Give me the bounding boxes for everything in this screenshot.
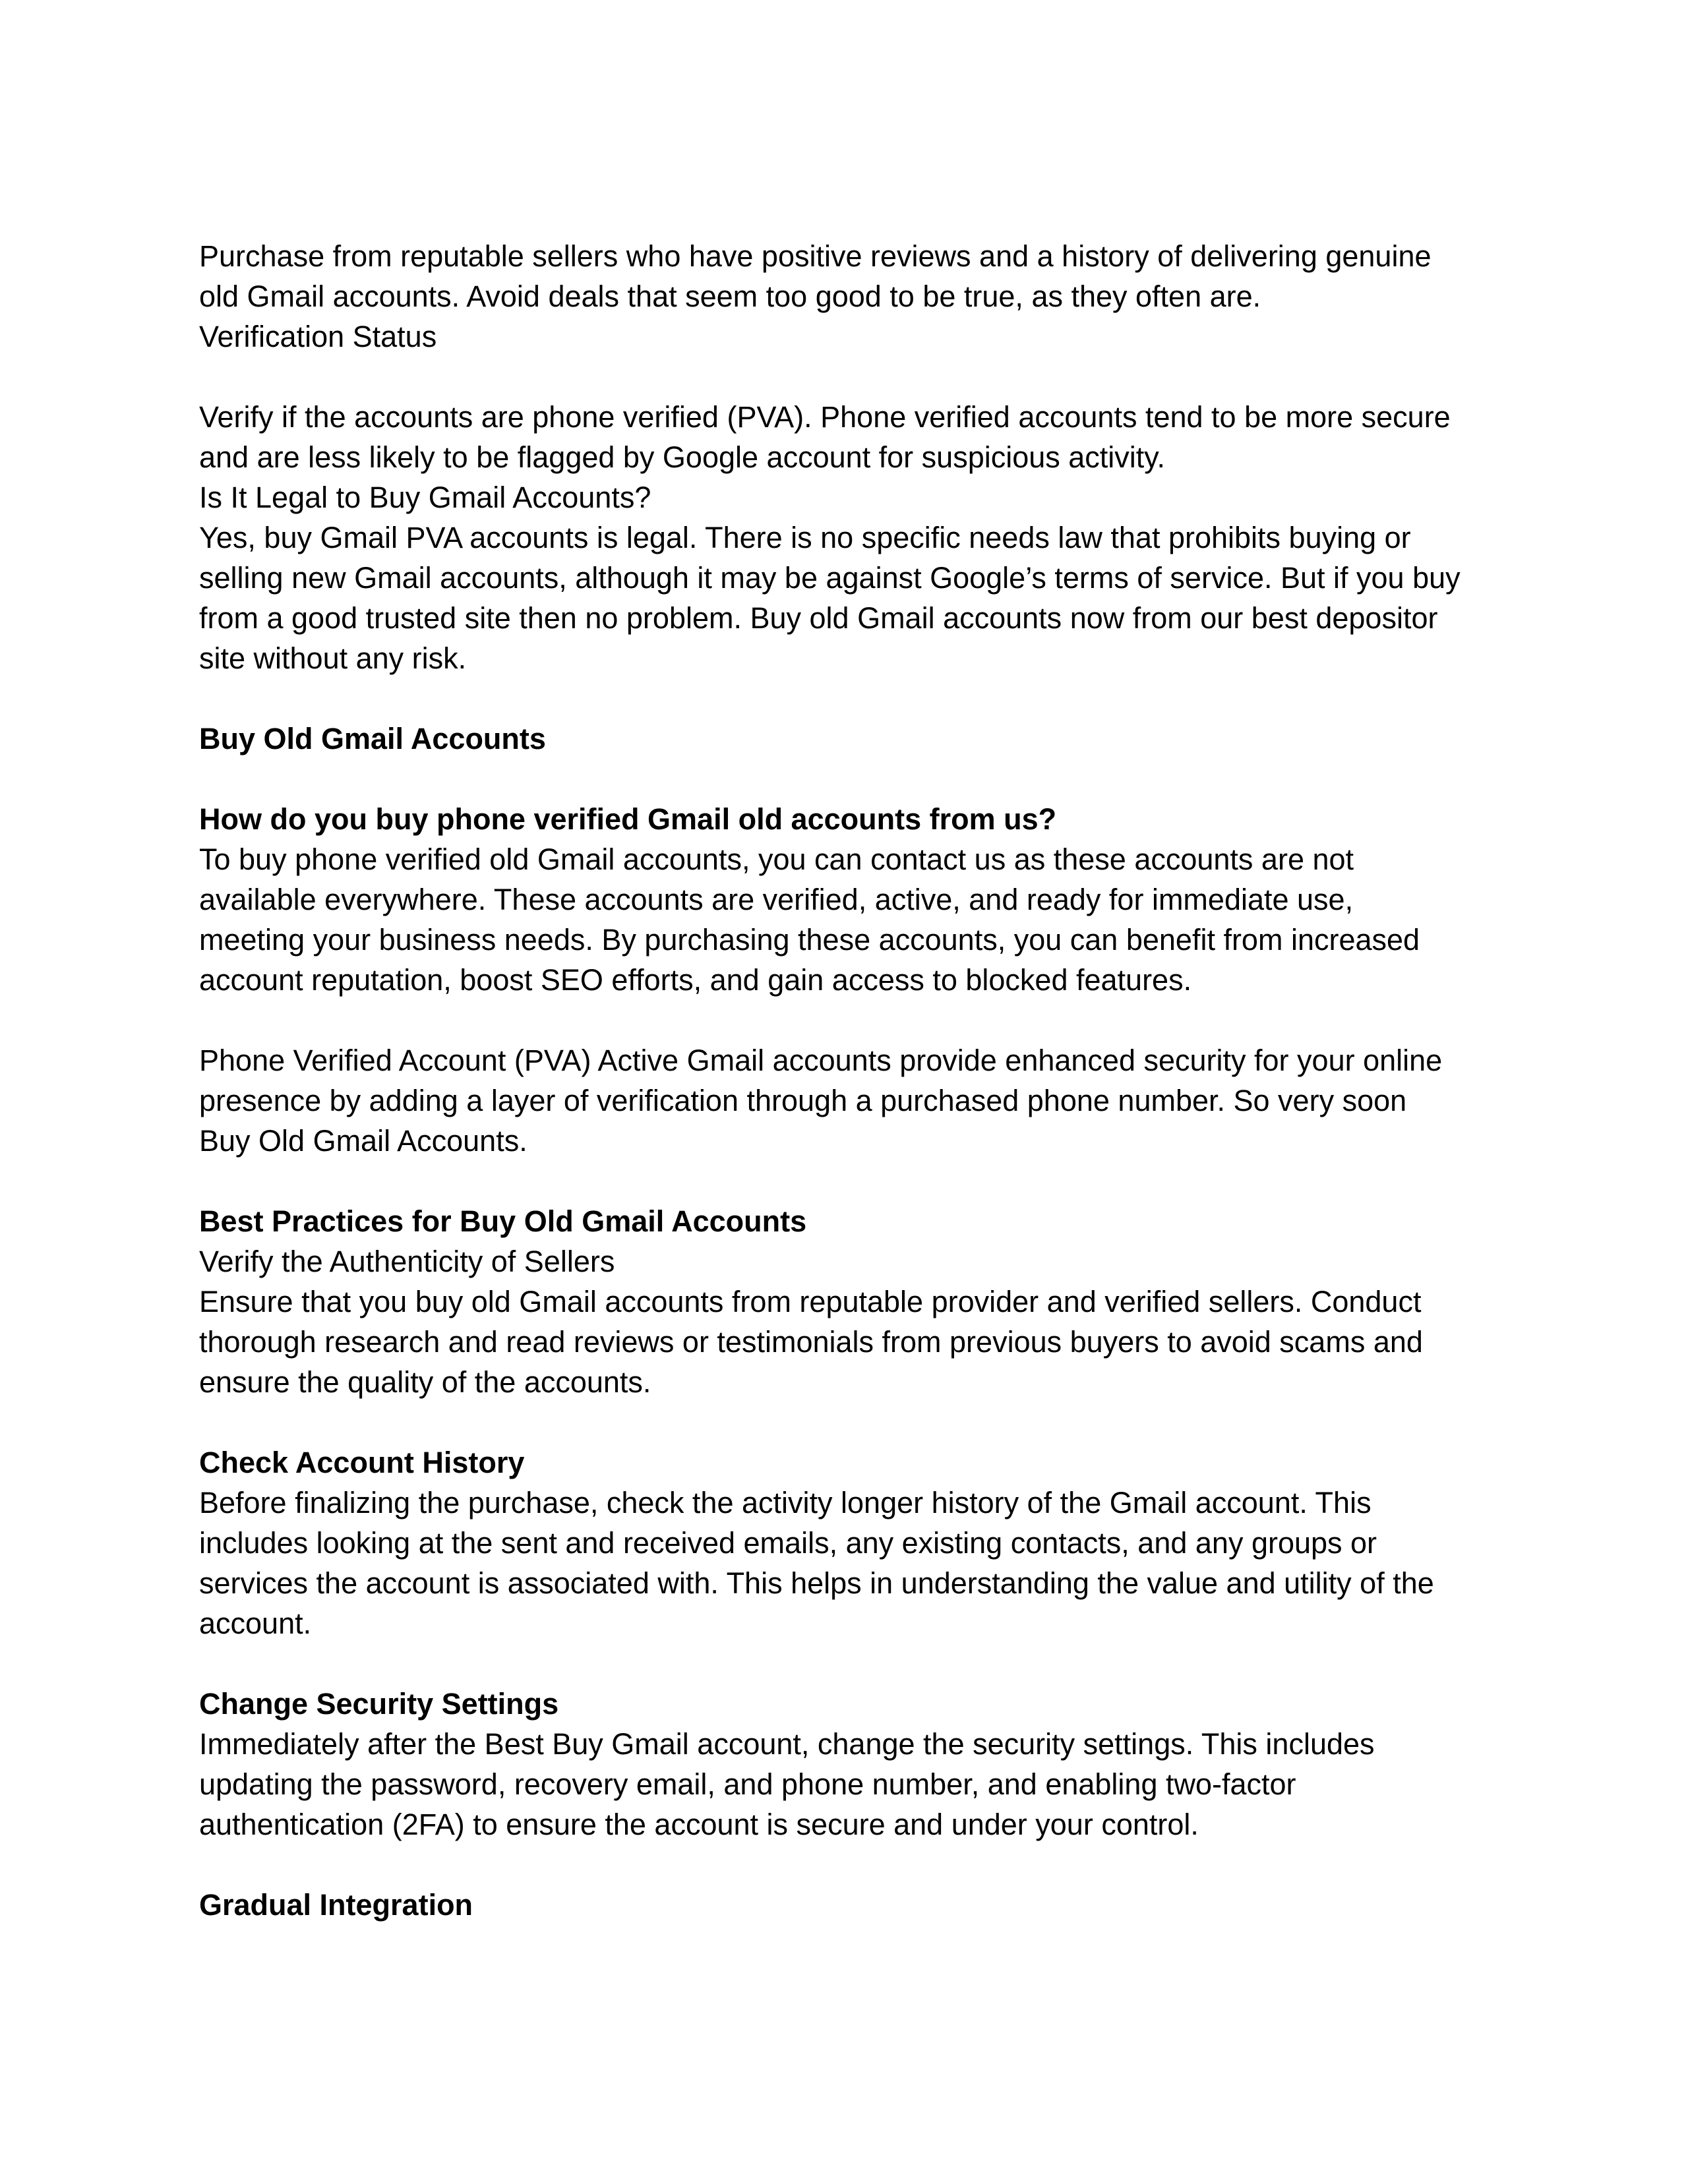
text-line: Buy Old Gmail Accounts. [199, 1124, 528, 1158]
text-line: and are less likely to be flagged by Google account for suspicious activity. [199, 440, 1165, 474]
heading-text: Gradual Integration [199, 1888, 473, 1922]
paragraph-spacer [199, 1643, 1505, 1684]
document-body [199, 236, 1505, 1925]
text-line: thorough research and read reviews or testimonials from previous buyers to avoid scams and [199, 1325, 1423, 1359]
text-line: Ensure that you buy old Gmail accounts from reputable provider and verified sellers. Conduct [199, 1285, 1422, 1318]
paragraph-spacer [199, 357, 1505, 397]
text-line: Verification Status [199, 320, 437, 353]
section-heading [199, 1201, 1505, 1241]
section-heading [199, 1442, 1505, 1483]
text-line: Phone Verified Account (PVA) Active Gmail accounts provide enhanced security for your online [199, 1044, 1443, 1077]
text-line: selling new Gmail accounts, although it may be against Google’s terms of service. But if you buy [199, 561, 1461, 595]
text-line: account. [199, 1607, 312, 1640]
text-line: presence by adding a layer of verification through a purchased phone number. So very soon [199, 1084, 1407, 1117]
text-line: Is It Legal to Buy Gmail Accounts? [199, 481, 651, 514]
paragraph-spacer [199, 1402, 1505, 1442]
heading-text: Best Practices for Buy Old Gmail Accounts [199, 1204, 807, 1238]
text-line: Verify the Authenticity of Sellers [199, 1245, 615, 1278]
text-line: To buy phone verified old Gmail accounts, you can contact us as these accounts are not [199, 842, 1354, 876]
text-line: ensure the quality of the accounts. [199, 1365, 651, 1399]
section-heading [199, 799, 1505, 839]
paragraph [199, 1040, 1505, 1161]
heading-text: How do you buy phone verified Gmail old accounts from us? [199, 802, 1057, 836]
paragraph [199, 1483, 1505, 1643]
text-line: Immediately after the Best Buy Gmail account, change the security settings. This includes [199, 1727, 1375, 1761]
paragraph-spacer [199, 1161, 1505, 1201]
section-heading [199, 719, 1505, 759]
text-line: authentication (2FA) to ensure the account is secure and under your control. [199, 1808, 1199, 1841]
heading-text: Change Security Settings [199, 1687, 559, 1721]
paragraph [199, 236, 1505, 357]
text-line: includes looking at the sent and received emails, any existing contacts, and any groups or [199, 1526, 1377, 1560]
section-heading [199, 1684, 1505, 1724]
paragraph [199, 397, 1505, 678]
text-line: old Gmail accounts. Avoid deals that seem too good to be true, as they often are. [199, 280, 1261, 313]
paragraph [199, 1241, 1505, 1402]
paragraph-spacer [199, 759, 1505, 799]
heading-text: Check Account History [199, 1446, 525, 1479]
paragraph-spacer [199, 1845, 1505, 1885]
text-line: available everywhere. These accounts are verified, active, and ready for immediate use, [199, 883, 1354, 916]
text-line: Purchase from reputable sellers who have positive reviews and a history of delivering genuine [199, 239, 1432, 273]
text-line: from a good trusted site then no problem. Buy old Gmail accounts now from our best depositor [199, 601, 1438, 635]
text-line: meeting your business needs. By purchasing these accounts, you can benefit from increased [199, 923, 1420, 957]
text-line: services the account is associated with. This helps in understanding the value and utility of the [199, 1566, 1434, 1600]
section-heading [199, 1885, 1505, 1925]
paragraph [199, 839, 1505, 1000]
paragraph-spacer [199, 678, 1505, 719]
text-line: account reputation, boost SEO efforts, and gain access to blocked features. [199, 963, 1192, 997]
text-line: site without any risk. [199, 641, 467, 675]
text-line: updating the password, recovery email, and phone number, and enabling two-factor [199, 1767, 1296, 1801]
text-line: Verify if the accounts are phone verified (PVA). Phone verified accounts tend to be more secure [199, 400, 1451, 434]
text-line: Yes, buy Gmail PVA accounts is legal. There is no specific needs law that prohibits buying or [199, 521, 1411, 554]
text-line: Before finalizing the purchase, check the activity longer history of the Gmail account. This [199, 1486, 1372, 1520]
paragraph [199, 1724, 1505, 1845]
heading-text: Buy Old Gmail Accounts [199, 722, 546, 755]
paragraph-spacer [199, 1000, 1505, 1040]
